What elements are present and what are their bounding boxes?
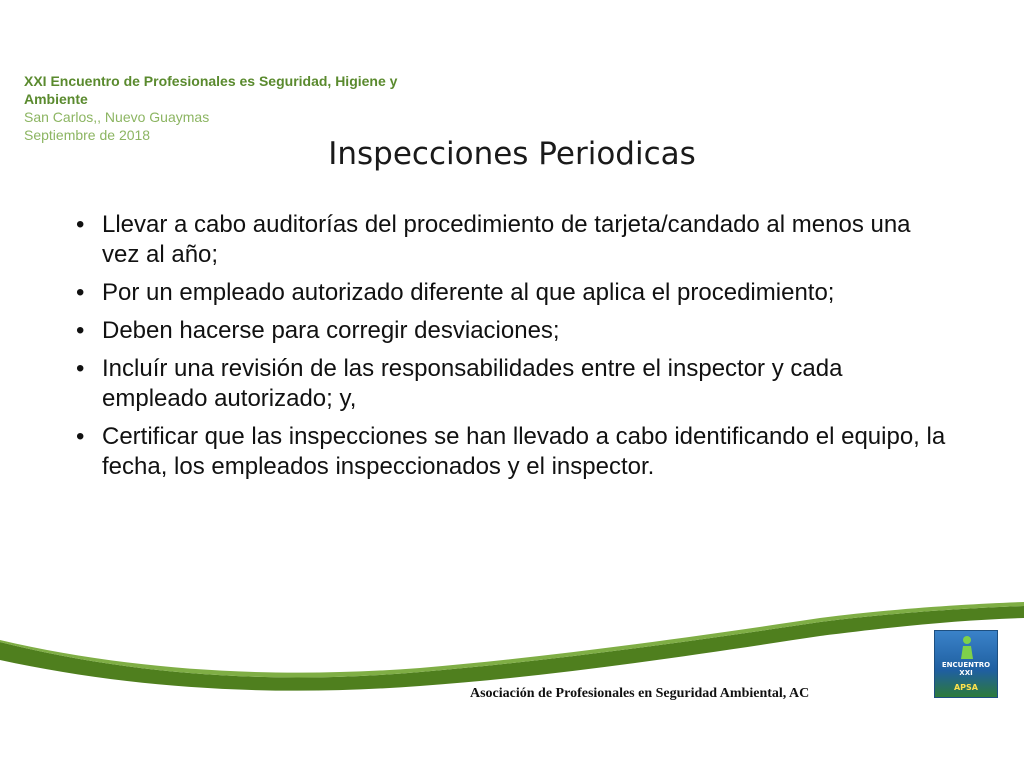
- bullet-text: Por un empleado autorizado diferente al que aplica el procedimiento;: [102, 279, 835, 306]
- logo-title: ENCUENTRO XXI: [941, 661, 991, 677]
- bullet-text: Llevar a cabo auditorías del procedimiento de tarjeta/candado al menos una vez al año;: [102, 211, 911, 268]
- event-name-line1: XXI Encuentro de Profesionales es Seguridad, Higiene y: [24, 73, 398, 89]
- logo-acronym: APSA: [953, 683, 978, 692]
- bullet-text: Certificar que las inspecciones se han llevado a cabo identificando el equipo, la fecha, los empleados inspeccionados y el inspector.: [102, 423, 946, 480]
- encuentro-logo: [934, 630, 998, 698]
- slide-title: Inspecciones Periodicas: [328, 136, 696, 172]
- event-name-line2: Ambiente: [24, 91, 88, 107]
- bullet-text: Deben hacerse para corregir desviaciones;: [102, 317, 560, 344]
- bullet-list: [72, 210, 952, 490]
- bullet-icon: •: [76, 317, 85, 344]
- bullet-icon: •: [76, 279, 85, 306]
- bullet-icon: •: [76, 423, 85, 450]
- event-date: Septiembre de 2018: [24, 127, 151, 143]
- person-figure-icon: [957, 635, 977, 659]
- bullet-item: [72, 354, 952, 414]
- bullet-icon: •: [76, 355, 85, 382]
- organization-name: Asociación de Profesionales en Seguridad Ambiental, AC: [470, 686, 810, 701]
- bullet-item: [72, 316, 952, 346]
- bullet-item: [72, 278, 952, 308]
- event-location: San Carlos,, Nuevo Guaymas: [24, 109, 210, 125]
- green-wave-shape: [0, 606, 1024, 691]
- bullet-icon: •: [76, 211, 85, 238]
- bullet-item: [72, 210, 952, 270]
- event-header: [24, 72, 444, 144]
- footer-wave-decoration: [0, 600, 1024, 700]
- bullet-item: [72, 422, 952, 482]
- bullet-text: Incluír una revisión de las responsabilidades entre el inspector y cada empleado autorizado; y,: [102, 355, 843, 412]
